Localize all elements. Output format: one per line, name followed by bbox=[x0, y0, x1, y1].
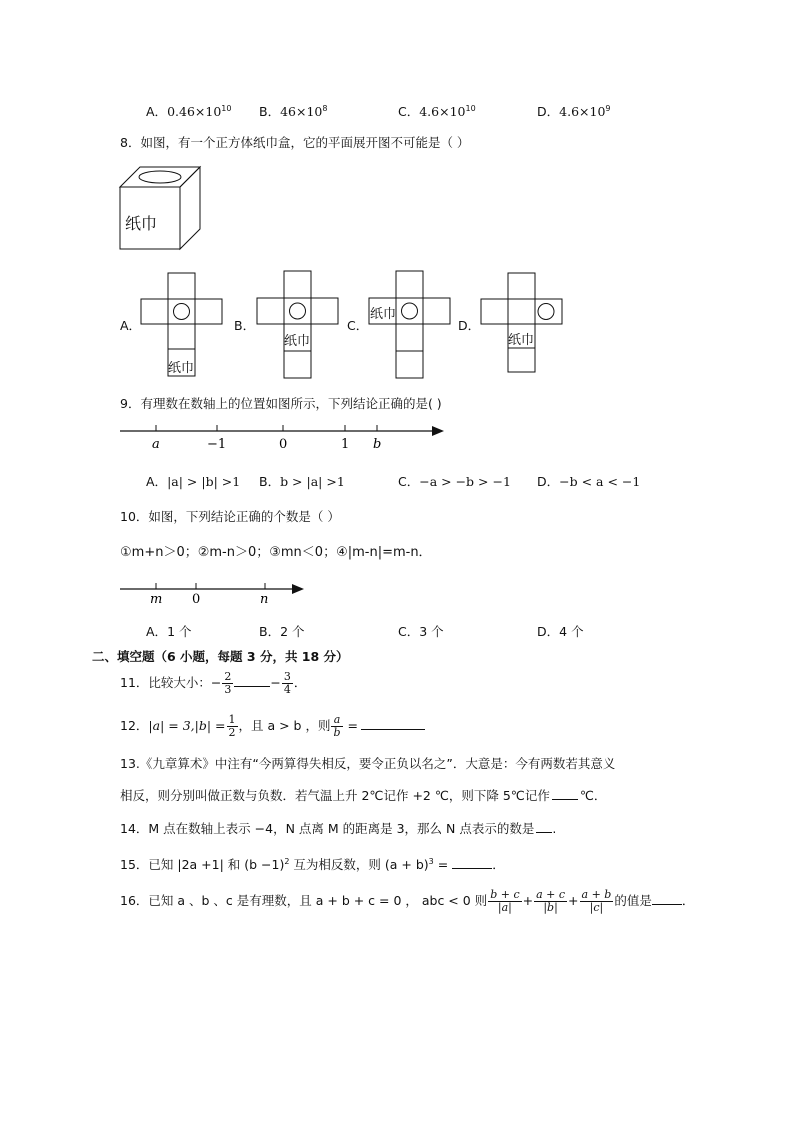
q8-option-d-letter: D． bbox=[458, 318, 481, 333]
q7-option-c: C．$4.6\times 10^{10}$ bbox=[398, 103, 476, 119]
q10-option-c: C．3 个 bbox=[398, 624, 444, 639]
net-c-label: 纸巾 bbox=[370, 307, 397, 322]
q10-option-d: D．4 个 bbox=[537, 624, 584, 639]
axis-label-n: n bbox=[260, 592, 269, 606]
section-title: 二、填空题（6 小题，每题 3 分，共 18 分） bbox=[92, 649, 349, 664]
axis-label-zero: 0 bbox=[279, 437, 288, 452]
net-d-label: 纸巾 bbox=[508, 333, 535, 348]
axis-label-b: b bbox=[373, 437, 382, 452]
q10-option-b: B．2 个 bbox=[259, 624, 305, 639]
axis-label-zero: 0 bbox=[192, 592, 201, 606]
q15: 15．已知 |2a +1| 和 $(b -1)^2$ 互为相反数，则 $(a + b)^3$ = ． bbox=[120, 856, 505, 872]
fraction-1-2: $\frac{1}{2}$ bbox=[228, 713, 236, 739]
fraction-ac-b: $\frac{a + c}{|b|}$ bbox=[536, 888, 566, 914]
fraction-2-3: $\frac{2}{3}$ bbox=[224, 670, 232, 696]
axis-label-one: 1 bbox=[341, 437, 350, 452]
axis-label-minus-one: −1 bbox=[207, 437, 227, 452]
net-b-label: 纸巾 bbox=[284, 334, 311, 349]
q9-option-a: A．|a| > |b| >1 bbox=[146, 474, 241, 489]
answer-blank[interactable] bbox=[452, 856, 492, 869]
q12: 12．|a| = 3,|b| = $\frac{1}{2}$ ，且 a > b ，则 $\frac{a}{b}$ = bbox=[120, 714, 425, 739]
net-c bbox=[368, 270, 453, 380]
q7-option-b: B．$46\times 10^8$ bbox=[259, 103, 328, 119]
q8-option-c-letter: C． bbox=[347, 318, 369, 333]
q13-line1: 13.《九章算术》中注有“今两算得失相反，要令正负以名之”．大意是：今有两数若其意义 bbox=[120, 756, 616, 771]
answer-blank[interactable] bbox=[536, 820, 552, 833]
fraction-3-4: $\frac{3}{4}$ bbox=[283, 670, 291, 696]
q8-stem: 8．如图，有一个正方体纸巾盒，它的平面展开图不可能是（ ） bbox=[120, 135, 470, 150]
q11: 11．比较大小：− $\frac{2}{3}$ − $\frac{3}{4}$ ． bbox=[120, 670, 307, 696]
answer-blank[interactable] bbox=[361, 717, 425, 730]
q9-stem: 9．有理数在数轴上的位置如图所示，下列结论正确的是( ) bbox=[120, 396, 442, 411]
q9-option-c: C．−a > −b > −1 bbox=[398, 474, 511, 489]
tissue-box-figure bbox=[118, 165, 204, 255]
q10-statements: ①m+n＞0；②m-n＞0；③mn＜0；④|m-n|=m-n． bbox=[120, 545, 432, 560]
net-a-label: 纸巾 bbox=[168, 361, 195, 376]
answer-blank[interactable] bbox=[552, 787, 578, 800]
tissue-box-label: 纸巾 bbox=[125, 214, 158, 233]
fraction-ab-c: $\frac{a + b}{|c|}$ bbox=[581, 888, 612, 914]
q10-option-a: A．1 个 bbox=[146, 624, 192, 639]
q13-line2: 相反，则分别叫做正数与负数．若气温上升 2℃记作 +2 ℃，则下降 5℃记作 ℃． bbox=[120, 788, 607, 803]
q9-option-b: B．b > |a| >1 bbox=[259, 474, 345, 489]
q9-option-d: D．−b < a < −1 bbox=[537, 474, 641, 489]
fraction-a-b: $\frac{a}{b}$ bbox=[333, 713, 341, 739]
q7-option-a: A．$0.46\times 10^{10}$ bbox=[146, 103, 232, 119]
net-b bbox=[256, 270, 341, 380]
q16: 16．已知 a 、b 、c 是有理数，且 a + b + c = 0 ， abc < 0 则 $\frac{b + c}{|a|}$ + $\frac{a + c}{|b|}$ + $\frac{a + b}{|c|}$ 的值是 ． bbox=[120, 888, 695, 914]
q10-stem: 10．如图，下列结论正确的个数是（ ） bbox=[120, 509, 340, 524]
q8-option-b-letter: B． bbox=[234, 318, 256, 333]
answer-blank[interactable] bbox=[234, 674, 270, 687]
q14: 14．M 点在数轴上表示 −4，N 点离 M 的距离是 3，那么 N 点表示的数是 . bbox=[120, 821, 557, 836]
axis-label-m: m bbox=[150, 592, 163, 606]
axis-label-a: a bbox=[152, 437, 160, 452]
fraction-bc-a: $\frac{b + c}{|a|}$ bbox=[490, 888, 520, 914]
q7-option-d: D．$4.6\times 10^9$ bbox=[537, 103, 611, 119]
q8-option-a-letter: A． bbox=[120, 318, 142, 333]
q10-number-line bbox=[118, 578, 308, 606]
q9-number-line bbox=[118, 420, 450, 454]
answer-blank[interactable] bbox=[652, 892, 682, 905]
net-d bbox=[480, 272, 565, 374]
